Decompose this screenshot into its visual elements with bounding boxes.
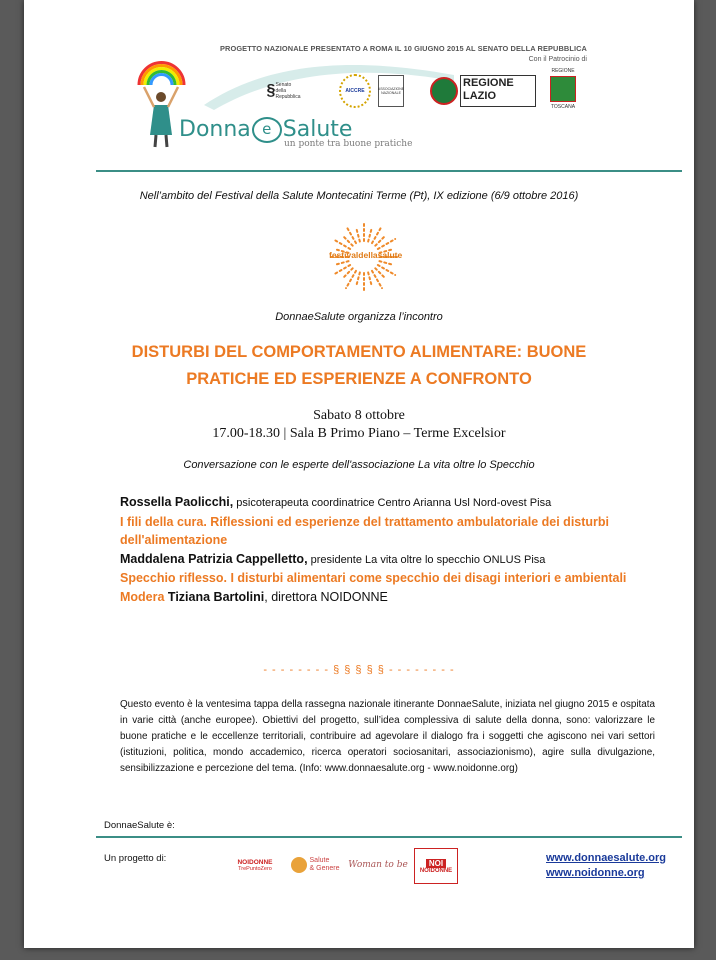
- toscana-top-label: REGIONE: [551, 68, 575, 74]
- moderator-name: Tiziana Bartolini: [164, 589, 265, 604]
- partner4-bottom: NOIDONNE: [419, 867, 453, 874]
- footer-is-label: DonnaeSalute è:: [104, 820, 175, 831]
- association-label: ASSOCIAZIONE NAZIONALE: [378, 75, 404, 107]
- association-logo: [378, 74, 404, 108]
- partner4-top: NOI: [426, 859, 446, 868]
- speaker-2: [120, 550, 640, 570]
- brand-tagline: un ponte tra buone pratiche: [284, 139, 413, 149]
- regione-lazio-line2: LAZIO: [463, 90, 496, 102]
- organizer-line: DonnaeSalute organizza l’incontro: [275, 311, 443, 323]
- aiccre-logo: [339, 74, 371, 108]
- context-line: Nell’ambito del Festival della Salute Montecatini Terme (Pt), IX edizione (6/9 ottobre 2016): [139, 190, 579, 202]
- header-top-line: PROGETTO NAZIONALE PRESENTATO A ROMA IL 10 GIUGNO 2015 AL SENATO DELLA REPUBBLICA: [220, 44, 587, 53]
- lazio-emblem-icon: [430, 74, 458, 108]
- speaker-1-name: Rossella Paolicchi,: [120, 495, 234, 509]
- footer-project-label: Un progetto di:: [104, 853, 167, 864]
- brand-right: Salute: [282, 117, 353, 142]
- speakers-list: [120, 493, 640, 606]
- speaker-1-talk: I fili della cura. Riflessioni ed esperienze del trattamento ambulatoriale dei disturbi dell'alimentazione: [120, 514, 610, 547]
- event-time-place: 17.00-18.30 | Sala B Primo Piano – Terme Excelsior: [212, 426, 506, 441]
- speaker-2-name: Maddalena Patrizia Cappelletto,: [120, 551, 308, 566]
- senato-logo: § Senato della Repubblica: [266, 82, 301, 100]
- link-noidonne[interactable]: www.noidonne.org: [546, 867, 645, 879]
- brand-mid: e: [252, 117, 282, 143]
- patronage-label: Con il Patrocinio di: [528, 56, 587, 63]
- header-divider: [96, 170, 682, 172]
- toscana-bottom-label: TOSCANA: [550, 104, 576, 110]
- senato-label: Senato della Repubblica: [275, 82, 301, 100]
- regione-lazio-line1: REGIONE: [463, 77, 514, 89]
- partner1-bottom: TrePuntoZero: [238, 865, 272, 872]
- speaker-1-role: psicoterapeuta coordinatrice Centro Arianna Usl Nord-ovest Pisa: [233, 497, 552, 509]
- footer-divider: [96, 836, 682, 838]
- salute-genere-icon: [291, 857, 307, 873]
- festival-logo-text: festivaldellasalute: [329, 250, 403, 260]
- moderator: [120, 588, 640, 607]
- event-title-line2: PRATICHE ED ESPERIENZE A CONFRONTO: [186, 370, 532, 388]
- event-title: [24, 339, 694, 393]
- noi-noidonne-logo: [414, 848, 458, 884]
- event-date: Sabato 8 ottobre: [313, 408, 405, 423]
- event-description: Questo evento è la ventesima tappa della rassegna nazionale itinerante DonnaeSalute, iniziata nel giugno 2015 e ospitata in varie città (anche europee). Obiettivi del progetto, sull’idea complessiva di salute della donna, sono: valorizzare le buone pratiche e le eccellenze territoriali, contribuire ad agevolare il dialogo fra i soggetti che agiscono nei vari settori (istituzioni, politica, mondo accademico, ricerca operatori sociosanitari, associazionismo), agire sulla divulgazione, sensibilizzazione e percezione del tema. (Info: www.donnaesalute.org - www.noidonne.org): [120, 699, 655, 774]
- toscana-pegasus-icon: [550, 76, 576, 102]
- speaker-2-talk: Specchio riflesso. I disturbi alimentari come specchio dei disagi interiori e ambientali: [120, 571, 627, 585]
- aiccre-label: AICCRE: [339, 74, 371, 108]
- speaker-1: [120, 493, 640, 513]
- flyer-page: [24, 0, 694, 948]
- speaker-2-role: presidente La vita oltre lo specchio ONLUS Pisa: [307, 553, 546, 566]
- event-title-line1: DISTURBI DEL COMPORTAMENTO ALIMENTARE: BUONE: [131, 343, 587, 361]
- moderator-role: , direttora NOIDONNE: [264, 589, 388, 604]
- conversation-line: Conversazione con le esperte dell'associazione La vita oltre lo Specchio: [183, 459, 535, 471]
- woman-to-be-logo: Woman to be: [348, 860, 408, 870]
- logo-swoosh-graphic: [204, 55, 454, 110]
- moderator-label: Modera: [120, 589, 165, 604]
- link-donnaesalute[interactable]: www.donnaesalute.org: [546, 852, 666, 864]
- brand-left: Donna: [179, 117, 251, 142]
- regione-toscana-logo: [546, 68, 580, 114]
- regione-lazio-logo: [460, 74, 536, 108]
- salute-genere-logo: [286, 848, 344, 882]
- noidonne-trepuntozero-logo: [228, 848, 282, 882]
- section-separator: - - - - - - - - § § § § § - - - - - - - -: [263, 664, 455, 676]
- footer-links: [546, 851, 666, 881]
- partner1-top: NOIDONNE: [237, 858, 273, 866]
- partner2-bottom: & Genere: [309, 865, 340, 872]
- partner2-top: Salute: [309, 857, 330, 864]
